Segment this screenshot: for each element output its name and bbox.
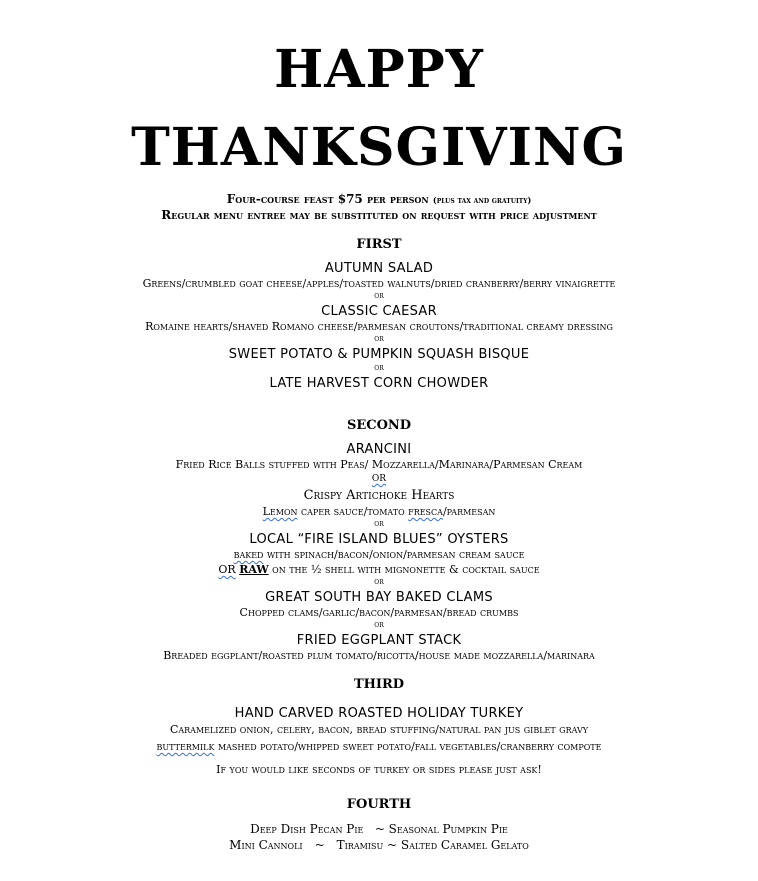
course-heading-first: FIRST bbox=[356, 237, 402, 252]
desc-text: mashed potato/whipped sweet potato/fall vegetables/cranberry compote bbox=[214, 740, 602, 753]
dessert-line-1 bbox=[0, 822, 758, 836]
or-separator bbox=[0, 474, 758, 485]
dessert-tiramisu-gelato: Tiramisu ~ Salted Caramel Gelato bbox=[336, 838, 529, 852]
or-separator: or bbox=[374, 620, 384, 630]
dish-eggplant-stack-desc: Breaded eggplant/roasted plum tomato/ricotta/house made mozzarella/marinara bbox=[163, 649, 595, 662]
dish-eggplant-stack: FRIED EGGPLANT STACK bbox=[296, 633, 462, 648]
or-separator-upper: OR bbox=[371, 474, 387, 484]
course-heading-fourth: FOURTH bbox=[346, 797, 412, 812]
dish-oysters-desc-raw bbox=[0, 563, 758, 577]
course-heading-third: THIRD bbox=[353, 677, 405, 692]
dish-corn-chowder: LATE HARVEST CORN CHOWDER bbox=[269, 376, 489, 391]
spell-flag-fresca: fresca bbox=[408, 505, 443, 518]
dish-oysters-desc-baked bbox=[0, 548, 758, 562]
dessert-separator: ~ bbox=[314, 838, 325, 852]
dish-autumn-salad: AUTUMN SALAD bbox=[324, 261, 434, 276]
course-heading-second: SECOND bbox=[346, 418, 412, 433]
intro-price bbox=[0, 192, 758, 208]
intro-price-note: (plus tax and gratuity) bbox=[432, 195, 532, 205]
intro-price-main: Four-course feast $75 per person bbox=[226, 192, 429, 206]
or-separator: or bbox=[374, 334, 384, 344]
or-separator: or bbox=[374, 363, 384, 373]
dessert-pumpkin-pie: ~ Seasonal Pumpkin Pie bbox=[374, 822, 508, 836]
desc-text: caper sauce/tomato bbox=[297, 505, 409, 518]
dish-squash-bisque: SWEET POTATO & PUMPKIN SQUASH BISQUE bbox=[228, 347, 530, 362]
dish-classic-caesar-desc: Romaine hearts/shaved Romano cheese/parmesan croutons/traditional creamy dressing bbox=[145, 320, 613, 333]
desc-text: /parmesan bbox=[442, 505, 496, 518]
title-thanksgiving: THANKSGIVING bbox=[131, 117, 627, 178]
dish-baked-clams-desc: Chopped clams/garlic/bacon/parmesan/bread crumbs bbox=[239, 606, 519, 619]
dish-artichoke-hearts: Crispy Artichoke Hearts bbox=[303, 488, 455, 503]
spell-flag-buttermilk: buttermilk bbox=[156, 740, 215, 753]
spell-flag-lemon: Lemon bbox=[262, 505, 298, 518]
dish-arancini: ARANCINI bbox=[346, 442, 412, 457]
spell-flag-baked: baked bbox=[233, 548, 264, 561]
or-separator: or bbox=[374, 577, 384, 587]
seconds-note: If you would like seconds of turkey or sides please just ask! bbox=[216, 763, 542, 776]
desc-text: on the ½ shell with mignonette & cocktail sauce bbox=[268, 563, 540, 576]
title-happy: HAPPY bbox=[274, 39, 484, 100]
dish-arancini-desc: Fried Rice Balls stuffed with Peas/ Mozzarella/Marinara/Parmesan Cream bbox=[175, 458, 583, 471]
dessert-pecan-pie: Deep Dish Pecan Pie bbox=[250, 822, 364, 836]
dish-oysters: LOCAL “FIRE ISLAND BLUES” OYSTERS bbox=[249, 532, 509, 547]
intro-substitution: Regular menu entree may be substituted on request with price adjustment bbox=[161, 208, 597, 222]
dish-artichoke-hearts-desc bbox=[0, 505, 758, 519]
spell-flag-or: OR bbox=[218, 563, 236, 576]
dish-holiday-turkey-desc1: Caramelized onion, celery, bacon, bread stuffing/natural pan jus giblet gravy bbox=[169, 723, 589, 736]
desc-text: with spinach/bacon/onion/parmesan cream sauce bbox=[263, 548, 525, 561]
dish-holiday-turkey: HAND CARVED ROASTED HOLIDAY TURKEY bbox=[234, 706, 524, 721]
dish-baked-clams: GREAT SOUTH BAY BAKED CLAMS bbox=[265, 590, 493, 605]
dessert-line-2 bbox=[0, 838, 758, 852]
dish-classic-caesar: CLASSIC CAESAR bbox=[321, 304, 437, 319]
dish-holiday-turkey-desc2 bbox=[0, 740, 758, 754]
dessert-mini-cannoli: Mini Cannoli bbox=[229, 838, 303, 852]
dish-autumn-salad-desc: Greens/crumbled goat cheese/apples/toasted walnuts/dried cranberry/berry vinaigrette bbox=[142, 277, 616, 290]
raw-label: RAW bbox=[239, 563, 269, 576]
or-separator: or bbox=[374, 519, 384, 529]
or-separator: or bbox=[374, 291, 384, 301]
